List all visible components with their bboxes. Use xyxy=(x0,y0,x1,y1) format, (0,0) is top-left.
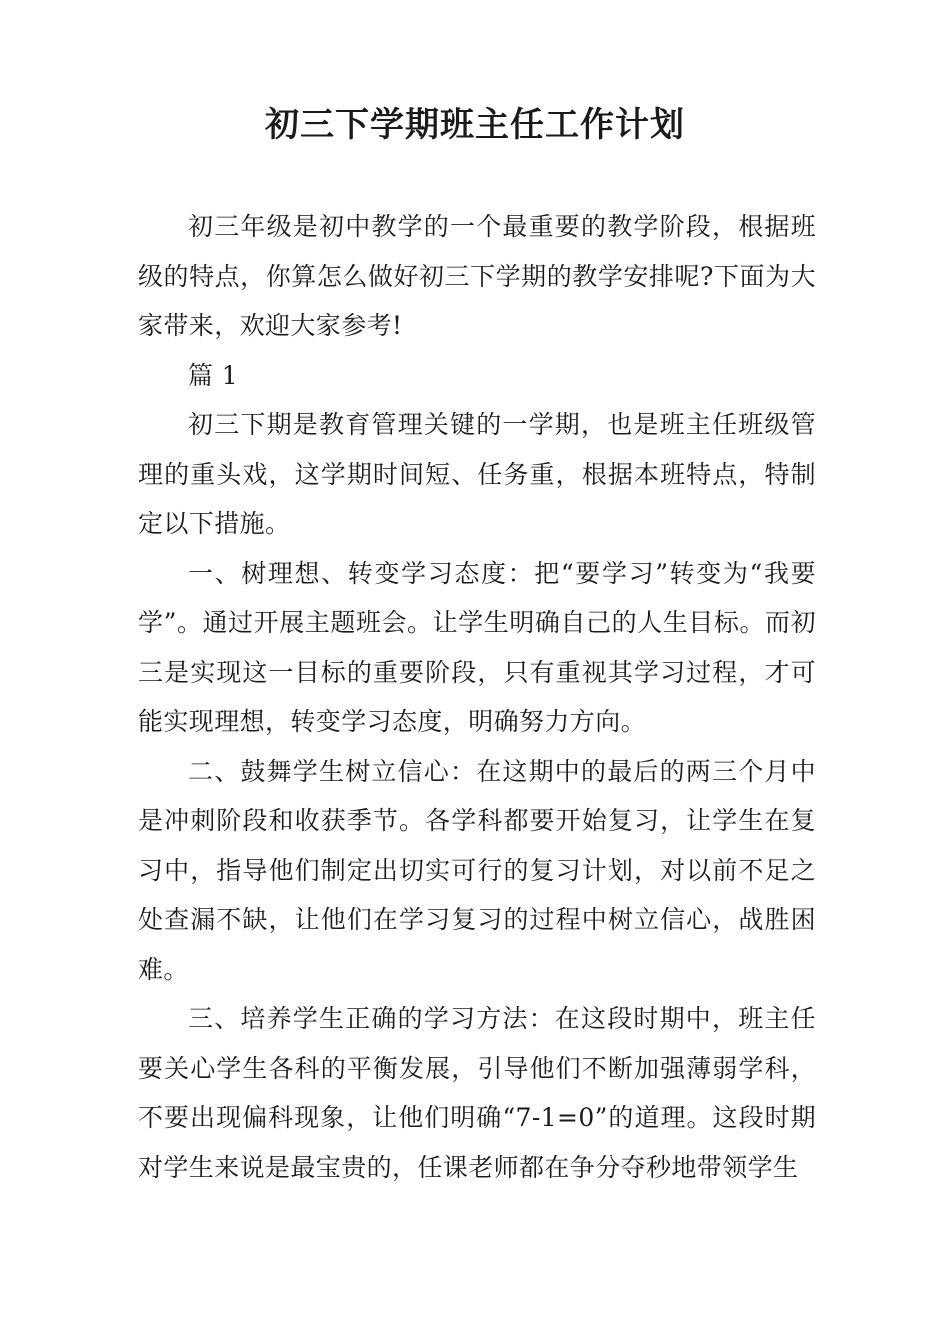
paragraph: 三、培养学生正确的学习方法：在这段时期中，班主任要关心学生各科的平衡发展，引导他们不断加强薄弱学科，不要出现偏科现象，让他们明确“7-1=0”的道理。这段时期对学生来说是最宝贵的，任课老师都在争分夺秒地带领学生 xyxy=(138,1004,816,1182)
paragraph: 二、鼓舞学生树立信心：在这期中的最后的两三个月中是冲刺阶段和收获季节。各学科都要开始复习，让学生在复习中，指导他们制定出切实可行的复习计划，对以前不足之处查漏不缺，让他们在学习复习的过程中树立信心，战胜困难。 xyxy=(138,756,816,984)
document-title: 初三下学期班主任工作计划 xyxy=(265,105,685,145)
paragraph: 一、树理想、转变学习态度：把“要学习”转变为“我要学”。通过开展主题班会。让学生明确自己的人生目标。而初三是实现这一目标的重要阶段，只有重视其学习过程，才可能实现理想，转变学习态度，明确努力方向。 xyxy=(138,558,816,736)
document-body xyxy=(138,202,816,1192)
section-label: 篇 1 xyxy=(188,360,239,390)
intro-paragraph: 初三年级是初中教学的一个最重要的教学阶段，根据班级的特点，你算怎么做好初三下学期的教学安排呢?下面为大家带来，欢迎大家参考! xyxy=(138,212,816,340)
paragraph: 初三下期是教育管理关键的一学期，也是班主任班级管理的重头戏，这学期时间短、任务重，根据本班特点，特制定以下措施。 xyxy=(138,410,816,538)
